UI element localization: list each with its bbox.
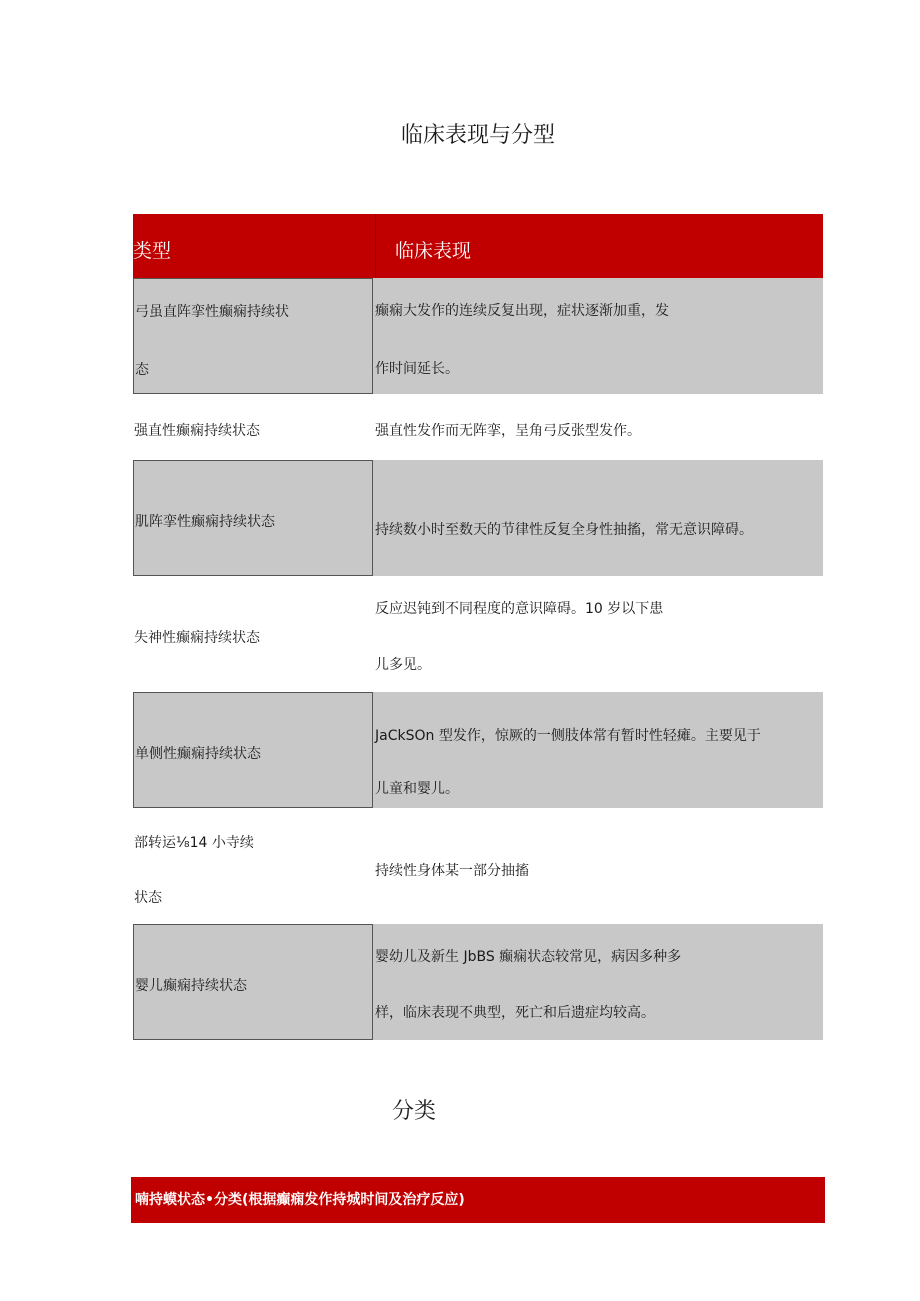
type-cell	[133, 394, 373, 460]
table-row	[133, 576, 823, 692]
type-line: 婴儿癫痫持续状态	[135, 978, 247, 994]
header-type: 类型	[133, 240, 172, 262]
desc-cell	[375, 460, 823, 576]
desc-line: 儿多见。	[375, 657, 431, 673]
classification-bar	[131, 1177, 825, 1223]
desc-line: 作时间延长。	[375, 361, 459, 377]
section-title: 分类	[391, 1099, 436, 1124]
table-row	[133, 808, 823, 924]
type-line: 失神性癫痫持续状态	[134, 630, 260, 646]
table-header	[133, 214, 823, 278]
type-cell	[133, 692, 373, 808]
table-row	[133, 278, 823, 394]
desc-line: JaCkSOn 型发作，惊厥的一侧肢体常有暂时性轻瘫。主要见于	[375, 728, 761, 744]
desc-cell	[375, 924, 823, 1040]
page-title: 临床表现与分型	[400, 123, 555, 148]
desc-cell	[375, 692, 823, 808]
type-line: 状态	[134, 890, 162, 906]
type-cell	[133, 278, 373, 394]
classification-heading: 喃持蟆状态•分类(根据癫痫发作持城时间及治疗反应)	[135, 1192, 465, 1208]
desc-cell	[375, 278, 823, 394]
type-line: 部转运⅛14 小寺续	[134, 835, 254, 851]
type-cell	[133, 808, 373, 924]
desc-line: 癫痫大发作的连续反复出现，症状逐渐加重，发	[375, 303, 669, 319]
header-divider	[375, 214, 376, 278]
table-row	[133, 692, 823, 808]
desc-line: 持续数小时至数天的节律性反复全身性抽搐，常无意识障碍。	[375, 522, 753, 538]
desc-line: 强直性发作而无阵挛，呈角弓反张型发作。	[375, 423, 641, 439]
desc-line: 持续性身体某一部分抽搐	[375, 863, 529, 879]
table-row	[133, 460, 823, 576]
desc-line: 样，临床表现不典型，死亡和后遗症均较高。	[375, 1005, 655, 1021]
desc-cell	[375, 394, 823, 460]
table-row	[133, 394, 823, 460]
type-cell	[133, 576, 373, 692]
table-row	[133, 924, 823, 1040]
type-line: 态	[135, 362, 149, 378]
type-cell	[133, 460, 373, 576]
desc-cell	[375, 576, 823, 692]
type-line: 肌阵挛性癫痫持续状态	[135, 514, 275, 530]
desc-line: 儿童和婴儿。	[375, 781, 459, 797]
type-line: 弓虽直阵挛性癫痫持续状	[135, 304, 289, 320]
header-clinical: 临床表现	[395, 240, 472, 262]
type-line: 强直性癫痫持续状态	[134, 423, 260, 439]
desc-line: 反应迟钝到不同程度的意识障碍。10 岁以下患	[375, 601, 664, 617]
type-line: 单侧性癫痫持续状态	[135, 746, 261, 762]
type-cell	[133, 924, 373, 1040]
desc-cell	[375, 808, 823, 924]
desc-line: 婴幼儿及新生 JbBS 癫痫状态较常见，病因多种多	[375, 949, 682, 965]
